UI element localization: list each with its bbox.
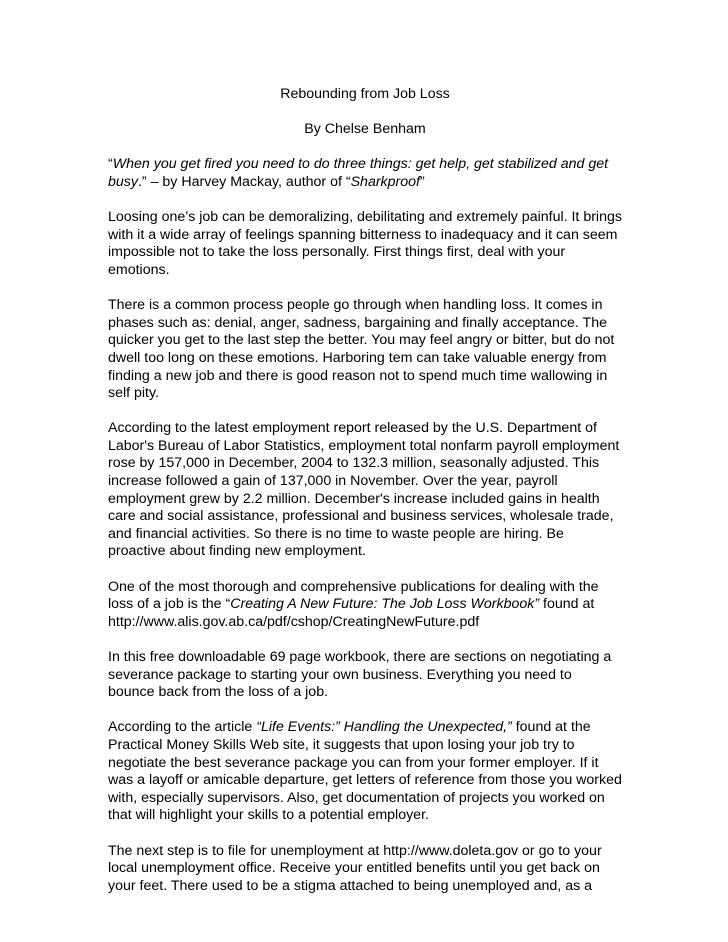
- life-events-text-after: found at the Practical Money Skills Web site, it suggests that upon losing your job try to negotiate the best severance package you can from your former employer. If it was a layoff or amicable departure, get letters of reference from those you worked with, especially supervisors. Also, get documentation of projects you worked on that will highlight your skills to a potential employer.: [108, 719, 622, 824]
- quote-attribution: .” – by Harvey Mackay, author of “: [137, 173, 351, 190]
- workbook-text-before: One of the most thorough and comprehensive publications for dealing with the loss of a job is the “: [108, 578, 599, 613]
- opening-quote: [108, 156, 622, 191]
- quote-open-mark: “: [108, 156, 113, 173]
- paragraph-employment-report: According to the latest employment report released by the U.S. Department of Labor's Bureau of Labor Statistics, employment total nonfarm payroll employment rose by 157,000 in December, 2004 to 132.3 million, seasonally adjusted. This increase followed a gain of 137,000 in November. Over the year, payroll employment grew by 2.2 million. December's increase included gains in health care and social assistance, professional and business services, wholesale trade, and financial activities. So there is no time to waste people are hiring. Be proactive about finding new employment.: [108, 420, 620, 560]
- document-title: Rebounding from Job Loss: [280, 86, 450, 102]
- paragraph-workbook: [108, 579, 622, 632]
- paragraph-emotions: Loosing one’s job can be demoralizing, debilitating and extremely painful. It brings with it a wide array of feelings spanning bitterness to inadequacy and it can seem impossible not to take the loss personally. First things first, deal with your emotions.: [108, 209, 622, 278]
- life-events-article-title: “Life Events:” Handling the Unexpected,”: [256, 719, 512, 736]
- paragraph-life-events: [108, 719, 622, 825]
- workbook-title: Creating A New Future: The Job Loss Workbook”: [230, 596, 540, 613]
- paragraph-workbook-details: In this free downloadable 69 page workbook, there are sections on negotiating a severance package to starting your own business. Everything you need to bounce back from the loss of a job.: [108, 649, 612, 701]
- document-byline: By Chelse Benham: [304, 121, 426, 138]
- quote-end-mark: ”: [420, 173, 425, 190]
- document-page: [108, 86, 622, 913]
- paragraph-unemployment: The next step is to file for unemployment at http://www.doleta.gov or go to your local unemployment office. Receive your entitled benefits until you get back on your feet. There used to be a stigma attached to being unemployed and, as a: [108, 842, 602, 894]
- quote-book-title: Sharkproof: [350, 173, 420, 190]
- paragraph-loss-process: There is a common process people go through when handling loss. It comes in phases such as: denial, anger, sadness, bargaining and finally acceptance. The quicker you get to the last step the better. You may feel angry or bitter, but do not dwell too long on these emotions. Harboring tem can take valuable energy from finding a new job and there is good reason not to spend much time wallowing in self pity.: [108, 297, 615, 402]
- workbook-text-after: found at http://www.alis.gov.ab.ca/pdf/cshop/CreatingNewFuture.pdf: [108, 596, 595, 630]
- quote-text: When you get fired you need to do three things: get help, get stabilized and get busy: [108, 156, 609, 190]
- life-events-text-before: According to the article: [108, 719, 257, 736]
